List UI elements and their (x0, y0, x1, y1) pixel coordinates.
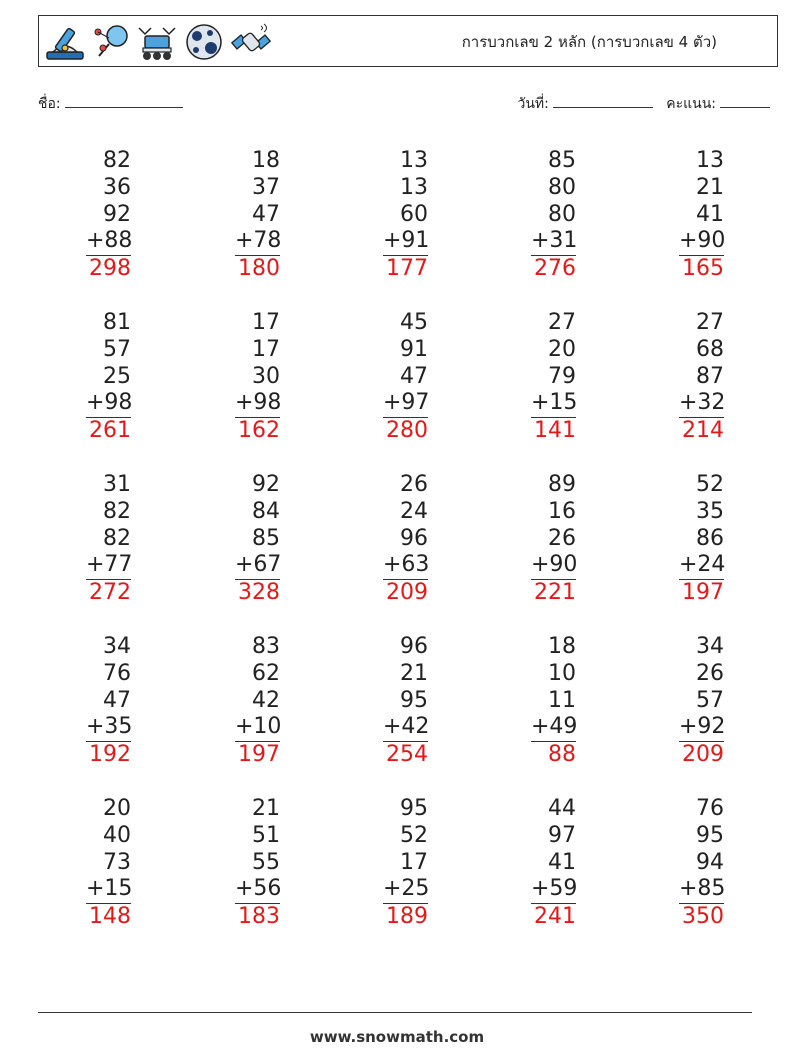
addend-4: +49 (531, 714, 576, 742)
addend-3: 55 (252, 849, 280, 875)
addend-2: 62 (252, 660, 280, 686)
addend-2: 20 (548, 336, 576, 362)
addend-3: 86 (696, 525, 724, 551)
addend-4: +77 (86, 552, 131, 580)
addend-4: +78 (235, 228, 280, 256)
addend-3: 95 (400, 687, 428, 713)
answer: 328 (238, 580, 280, 606)
addend-1: 89 (548, 472, 576, 497)
addition-problem (86, 472, 131, 607)
addend-1: 20 (103, 796, 131, 821)
addend-1: 18 (548, 634, 576, 659)
addition-problem (235, 472, 280, 607)
addend-3: 87 (696, 363, 724, 389)
score-label: คะแนน: (666, 96, 716, 112)
addition-problem (86, 310, 131, 445)
addend-2: 97 (548, 822, 576, 848)
addend-1: 13 (696, 148, 724, 173)
addend-3: 85 (252, 525, 280, 551)
addend-3: 47 (103, 687, 131, 713)
addend-3: 94 (696, 849, 724, 875)
addition-problem (531, 796, 576, 931)
answer: 88 (548, 742, 576, 768)
addition-problem (383, 310, 428, 445)
addend-3: 73 (103, 849, 131, 875)
addend-4: +92 (679, 714, 724, 742)
answer: 148 (89, 904, 131, 930)
date-score-fields (517, 93, 770, 115)
addend-3: 41 (696, 201, 724, 227)
addend-3: 42 (252, 687, 280, 713)
addend-3: 11 (548, 687, 576, 713)
footer-site: www.snowmath.com (309, 1028, 485, 1046)
addend-4: +15 (531, 390, 576, 418)
addend-1: 34 (696, 634, 724, 659)
addend-4: +32 (679, 390, 724, 418)
answer: 141 (534, 418, 576, 444)
worksheet-title: การบวกเลข 2 หลัก (การบวกเลข 4 ตัว) (461, 33, 717, 51)
answer: 280 (386, 418, 428, 444)
addition-problem (86, 634, 131, 769)
addend-2: 52 (400, 822, 428, 848)
date-label: วันที่: (517, 96, 549, 112)
addend-1: 82 (103, 148, 131, 173)
addition-problem (235, 148, 280, 283)
addend-2: 10 (548, 660, 576, 686)
addend-1: 44 (548, 796, 576, 821)
name-field (38, 93, 183, 115)
worksheet-header (38, 15, 778, 67)
addend-2: 57 (103, 336, 131, 362)
addend-1: 45 (400, 310, 428, 335)
addend-3: 60 (400, 201, 428, 227)
addition-problem (383, 796, 428, 931)
addend-4: +56 (235, 876, 280, 904)
addend-4: +85 (679, 876, 724, 904)
addition-problem (86, 148, 131, 283)
addition-problem (531, 472, 576, 607)
addend-1: 21 (252, 796, 280, 821)
addend-2: 37 (252, 174, 280, 200)
addition-problem (679, 310, 724, 445)
answer: 197 (238, 742, 280, 768)
addition-problem (531, 148, 576, 283)
satellite-dish-icon (91, 22, 131, 62)
answer: 254 (386, 742, 428, 768)
addition-problem (383, 634, 428, 769)
addend-1: 81 (103, 310, 131, 335)
planet-icon (183, 22, 225, 62)
addend-1: 83 (252, 634, 280, 659)
addend-2: 16 (548, 498, 576, 524)
addend-2: 84 (252, 498, 280, 524)
addend-3: 47 (252, 201, 280, 227)
answer: 197 (682, 580, 724, 606)
addend-4: +97 (383, 390, 428, 418)
addition-problem (235, 310, 280, 445)
answer: 162 (238, 418, 280, 444)
addend-4: +90 (531, 552, 576, 580)
addition-problem (235, 634, 280, 769)
addend-4: +98 (86, 390, 131, 418)
answer: 272 (89, 580, 131, 606)
addend-3: 79 (548, 363, 576, 389)
addend-4: +25 (383, 876, 428, 904)
addend-4: +59 (531, 876, 576, 904)
addend-1: 18 (252, 148, 280, 173)
telescope-icon (43, 22, 87, 62)
addend-4: +98 (235, 390, 280, 418)
addend-3: 47 (400, 363, 428, 389)
answer: 261 (89, 418, 131, 444)
addition-problem (86, 796, 131, 931)
addition-problem (679, 634, 724, 769)
addend-3: 30 (252, 363, 280, 389)
space-satellite-icon (229, 22, 273, 62)
addend-2: 21 (400, 660, 428, 686)
addition-problem (531, 634, 576, 769)
addend-2: 76 (103, 660, 131, 686)
addend-2: 36 (103, 174, 131, 200)
addend-2: 51 (252, 822, 280, 848)
answer: 189 (386, 904, 428, 930)
addend-4: +63 (383, 552, 428, 580)
addend-4: +91 (383, 228, 428, 256)
addend-1: 27 (548, 310, 576, 335)
addend-3: 82 (103, 525, 131, 551)
addition-problem (679, 796, 724, 931)
addend-4: +67 (235, 552, 280, 580)
answer: 276 (534, 256, 576, 282)
addend-2: 91 (400, 336, 428, 362)
addend-4: +35 (86, 714, 131, 742)
addition-problem (383, 472, 428, 607)
addition-problem (679, 148, 724, 283)
addend-4: +15 (86, 876, 131, 904)
answer: 350 (682, 904, 724, 930)
name-blank[interactable] (65, 93, 183, 108)
addend-3: 96 (400, 525, 428, 551)
addend-4: +88 (86, 228, 131, 256)
addend-2: 13 (400, 174, 428, 200)
addend-2: 40 (103, 822, 131, 848)
addend-3: 17 (400, 849, 428, 875)
addition-problem (531, 310, 576, 445)
addend-3: 41 (548, 849, 576, 875)
addend-1: 95 (400, 796, 428, 821)
addition-problem (383, 148, 428, 283)
addend-1: 34 (103, 634, 131, 659)
addend-2: 21 (696, 174, 724, 200)
addend-3: 57 (696, 687, 724, 713)
answer: 183 (238, 904, 280, 930)
addend-2: 24 (400, 498, 428, 524)
addend-1: 92 (252, 472, 280, 497)
addend-2: 82 (103, 498, 131, 524)
answer: 180 (238, 256, 280, 282)
addend-2: 17 (252, 336, 280, 362)
addend-1: 27 (696, 310, 724, 335)
addend-3: 80 (548, 201, 576, 227)
answer: 241 (534, 904, 576, 930)
addend-1: 31 (103, 472, 131, 497)
addend-2: 68 (696, 336, 724, 362)
addend-4: +90 (679, 228, 724, 256)
addend-2: 26 (696, 660, 724, 686)
addend-1: 13 (400, 148, 428, 173)
name-label: ชื่อ: (38, 96, 61, 112)
answer: 214 (682, 418, 724, 444)
addend-1: 17 (252, 310, 280, 335)
answer: 192 (89, 742, 131, 768)
addend-1: 26 (400, 472, 428, 497)
addend-2: 35 (696, 498, 724, 524)
answer: 209 (386, 580, 428, 606)
addend-1: 85 (548, 148, 576, 173)
score-blank[interactable] (720, 93, 770, 108)
addend-3: 92 (103, 201, 131, 227)
addend-4: +24 (679, 552, 724, 580)
addition-problem (679, 472, 724, 607)
addend-4: +10 (235, 714, 280, 742)
date-blank[interactable] (553, 93, 653, 108)
footer-divider (38, 1012, 752, 1013)
addition-problem (235, 796, 280, 931)
header-icons (43, 19, 273, 65)
rover-icon (135, 22, 179, 62)
addend-3: 26 (548, 525, 576, 551)
addend-2: 95 (696, 822, 724, 848)
addend-1: 76 (696, 796, 724, 821)
addend-4: +31 (531, 228, 576, 256)
addend-1: 96 (400, 634, 428, 659)
addend-1: 52 (696, 472, 724, 497)
addend-3: 25 (103, 363, 131, 389)
answer: 221 (534, 580, 576, 606)
answer: 165 (682, 256, 724, 282)
addend-4: +42 (383, 714, 428, 742)
answer: 298 (89, 256, 131, 282)
answer: 177 (386, 256, 428, 282)
answer: 209 (682, 742, 724, 768)
addend-2: 80 (548, 174, 576, 200)
